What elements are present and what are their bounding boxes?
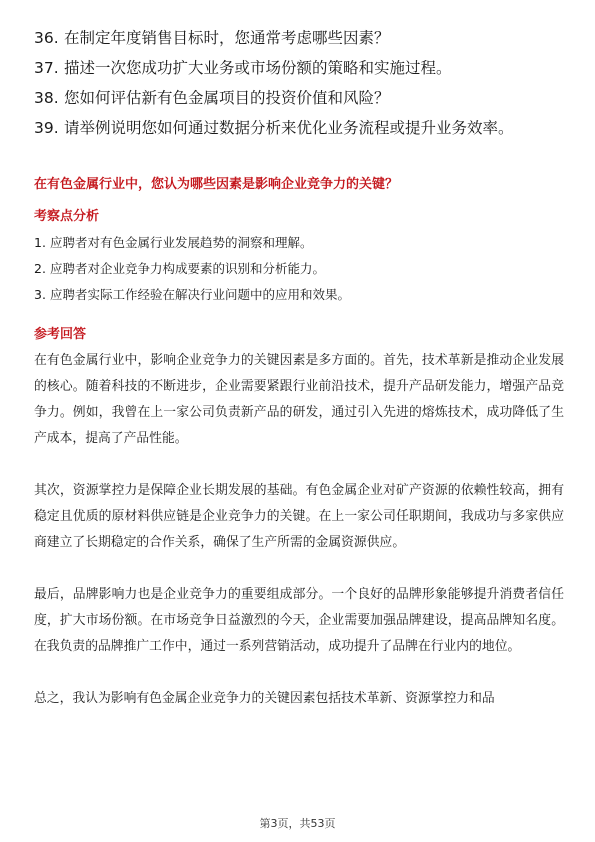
point-number: 2.	[34, 261, 46, 276]
answer-paragraph: 在有色金属行业中，影响企业竞争力的关键因素是多方面的。首先，技术革新是推动企业发展的核心。随着科技的不断进步，企业需要紧跟行业前沿技术，提升产品研发能力，增强产品竞争力。例如，我曾在上一家公司负责新产品的研发，通过引入先进的熔炼技术，成功降低了生产成本，提高了产品性能。	[34, 353, 564, 446]
page-footer: 第3页，共53页	[259, 817, 336, 830]
point-text: 应聘者实际工作经验在解决行业问题中的应用和效果。	[50, 287, 351, 302]
answer-paragraph: 其次，资源掌控力是保障企业长期发展的基础。有色金属企业对矿产资源的依赖性较高，拥有稳定且优质的原材料供应链是企业竞争力的关键。在上一家公司任职期间，我成功与多家供应商建立了长期稳定的合作关系，确保了生产所需的金属资源供应。	[34, 483, 564, 550]
point-number: 1.	[34, 235, 46, 250]
answer-heading: 参考回答	[34, 327, 87, 342]
analysis-point	[34, 260, 564, 278]
question-text: 您如何评估新有色金属项目的投资价值和风险？	[64, 89, 390, 107]
analysis-heading: 考察点分析	[34, 209, 100, 224]
question-list	[34, 27, 564, 147]
question-number: 38.	[34, 89, 59, 107]
question-number: 37.	[34, 59, 59, 77]
point-text: 应聘者对企业竞争力构成要素的识别和分析能力。	[50, 261, 326, 276]
main-question-title: 在有色金属行业中，您认为哪些因素是影响企业竞争力的关键？	[34, 177, 399, 192]
point-text: 应聘者对有色金属行业发展趋势的洞察和理解。	[50, 235, 313, 250]
question-text: 请举例说明您如何通过数据分析来优化业务流程或提升业务效率。	[64, 119, 514, 137]
analysis-section	[34, 208, 564, 312]
answer-paragraph: 最后，品牌影响力也是企业竞争力的重要组成部分。一个良好的品牌形象能够提升消费者信任度，扩大市场份额。在市场竞争日益激烈的今天，企业需要加强品牌建设，提高品牌知名度。在我负责的品牌推广工作中，通过一系列营销活动，成功提升了品牌在行业内的地位。	[34, 587, 564, 654]
answer-paragraph: 总之，我认为影响有色金属企业竞争力的关键因素包括技术革新、资源掌控力和品	[34, 691, 495, 706]
question-text: 描述一次您成功扩大业务或市场份额的策略和实施过程。	[64, 59, 452, 77]
question-number: 39.	[34, 119, 59, 137]
point-number: 3.	[34, 287, 46, 302]
question-number: 36.	[34, 29, 59, 47]
analysis-point	[34, 234, 564, 252]
question-item	[34, 87, 564, 109]
question-item	[34, 27, 564, 49]
question-text: 在制定年度销售目标时，您通常考虑哪些因素？	[64, 29, 390, 47]
question-item	[34, 57, 564, 79]
answer-section	[34, 326, 564, 712]
main-question-section	[34, 176, 564, 194]
analysis-point	[34, 286, 564, 304]
question-item	[34, 117, 564, 139]
